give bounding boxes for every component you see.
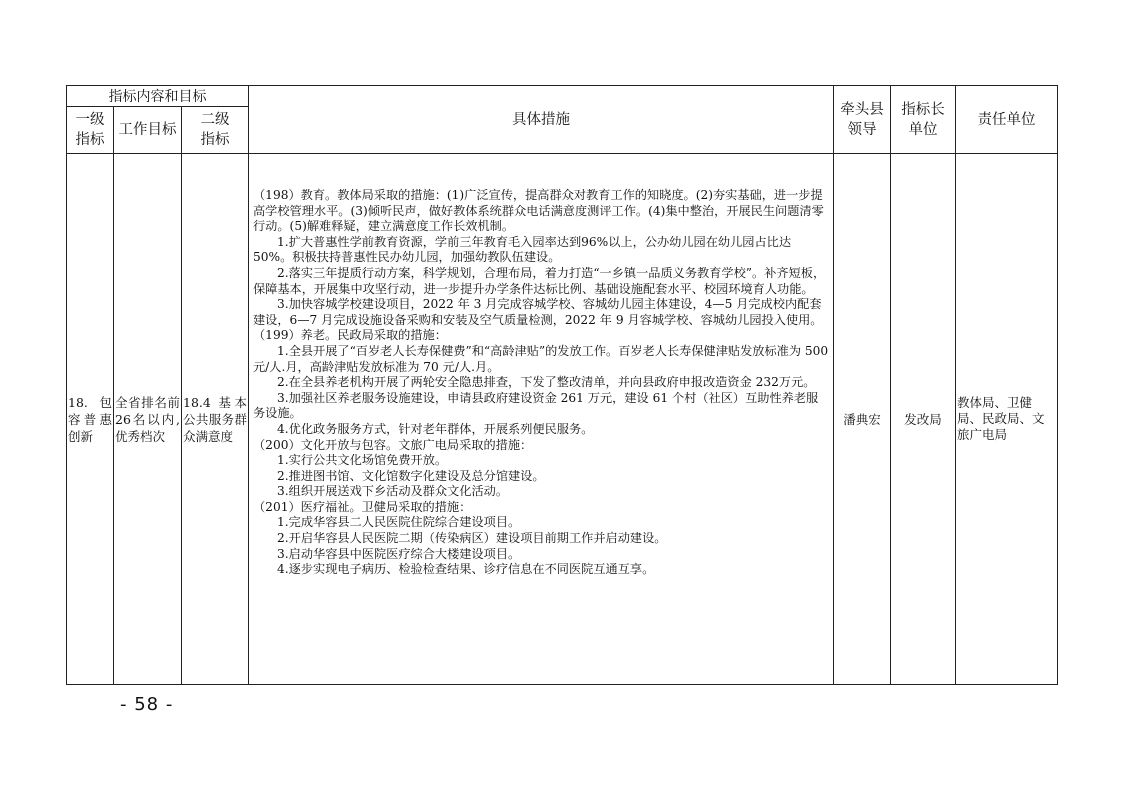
measure-paragraph: 3.加快容城学校建设项目，2022 年 3 月完成容城学校、容城幼儿园主体建设，4—5 月完成校内配套建设，6—7 月完成设施设备采购和安装及空气质量检测，2022 年 9 月容城学校、容城幼儿园投入使用。 <box>253 297 823 327</box>
indicator-table <box>66 85 1058 685</box>
measure-paragraph: 1.实行公共文化场馆免费开放。 <box>277 453 448 468</box>
header-level2 <box>182 107 249 154</box>
header-lead-unit-label: 指标长单位 <box>901 101 945 138</box>
measure-paragraph: 3.启动华容县中医院医疗综合大楼建设项目。 <box>277 546 521 561</box>
measure-paragraph: 3.加强社区养老服务设施建设，申请县政府建设资金 261 万元，建设 61 个村（社区）互助性养老服务设施。 <box>253 390 819 421</box>
indicator-table-sheet <box>66 85 1057 685</box>
measure-paragraph: （201）医疗福祉。卫健局采取的措施： <box>253 499 472 514</box>
header-measures: 具体措施 <box>249 86 834 154</box>
header-leader <box>834 86 891 154</box>
cell-lead-unit: 发改局 <box>891 154 956 685</box>
measure-paragraph: 2.在全县养老机构开展了两轮安全隐患排查，下发了整改清单，并向县政府申报改造资金 232万元。 <box>277 375 816 390</box>
measure-paragraph: （199）养老。民政局采取的措施： <box>253 328 447 343</box>
measure-paragraph: 4.逐步实现电子病历、检验检查结果、诊疗信息在不同医院互通互享。 <box>277 562 655 577</box>
measures-list <box>253 188 830 578</box>
cell-leader: 潘典宏 <box>834 154 891 685</box>
measure-paragraph: 1.完成华容县二人民医院住院综合建设项目。 <box>277 515 521 530</box>
measure-paragraph: （200）文化开放与包容。文旅广电局采取的措施： <box>253 437 533 452</box>
measure-paragraph: 2.落实三年提质行动方案，科学规划，合理布局，着力打造“一乡镇一品质义务教育学校”。补齐短板，保障基本，开展集中攻坚行动，进一步提升办学条件达标比例、基础设施配套水平、校园环境育人功能。 <box>253 265 826 296</box>
header-level1 <box>67 107 114 154</box>
measure-paragraph: 1.全县开展了“百岁老人长寿保健费”和“高龄津贴”的发放工作。百岁老人长寿保健津贴发放标准为 500 元/人.月，高龄津贴发放标准为 70 元/人.月。 <box>253 343 829 374</box>
header-level1-label: 一级指标 <box>75 112 105 148</box>
measure-paragraph: 1.扩大普惠性学前教育资源，学前三年教育毛入园率达到96%以上，公办幼儿园在幼儿园占比达50%。积极扶持普惠性民办幼儿园，加强幼教队伍建设。 <box>253 234 792 265</box>
measure-paragraph: 2.开启华容县人民医院二期（传染病区）建设项目前期工作并启动建设。 <box>277 531 667 546</box>
cell-responsible: 教体局、卫健局、民政局、文旅广电局 <box>956 154 1058 685</box>
cell-goal: 全省排名前26名以内,优秀档次 <box>114 154 182 685</box>
header-responsible: 责任单位 <box>956 86 1058 154</box>
measure-paragraph: （198）教育。教体局采取的措施：(1)广泛宣传，提高群众对教育工作的知晓度。(2)夯实基础，进一步提高学校管理水平。(3)倾听民声，做好教体系统群众电话满意度测评工作。(4)集中整治，开展民生问题清零行动。(5)解难释疑，建立满意度工作长效机制。 <box>253 188 824 234</box>
header-indicator-group: 指标内容和目标 <box>67 86 249 107</box>
header-leader-label: 牵头县领导 <box>840 101 884 138</box>
cell-level1: 18.包容普惠创新 <box>67 154 114 685</box>
header-lead-unit <box>891 86 956 154</box>
page-number: - 58 - <box>120 694 174 715</box>
measure-paragraph: 2.推进图书馆、文化馆数字化建设及总分馆建设。 <box>277 468 545 483</box>
header-level2-label: 二级指标 <box>200 112 230 148</box>
cell-measures <box>249 154 834 685</box>
measure-paragraph: 3.组织开展送戏下乡活动及群众文化活动。 <box>277 484 509 499</box>
measure-paragraph: 4.优化政务服务方式，针对老年群体，开展系列便民服务。 <box>277 421 594 436</box>
cell-level2: 18.4 基本公共服务群众满意度 <box>182 154 249 685</box>
header-goal: 工作目标 <box>114 107 182 154</box>
